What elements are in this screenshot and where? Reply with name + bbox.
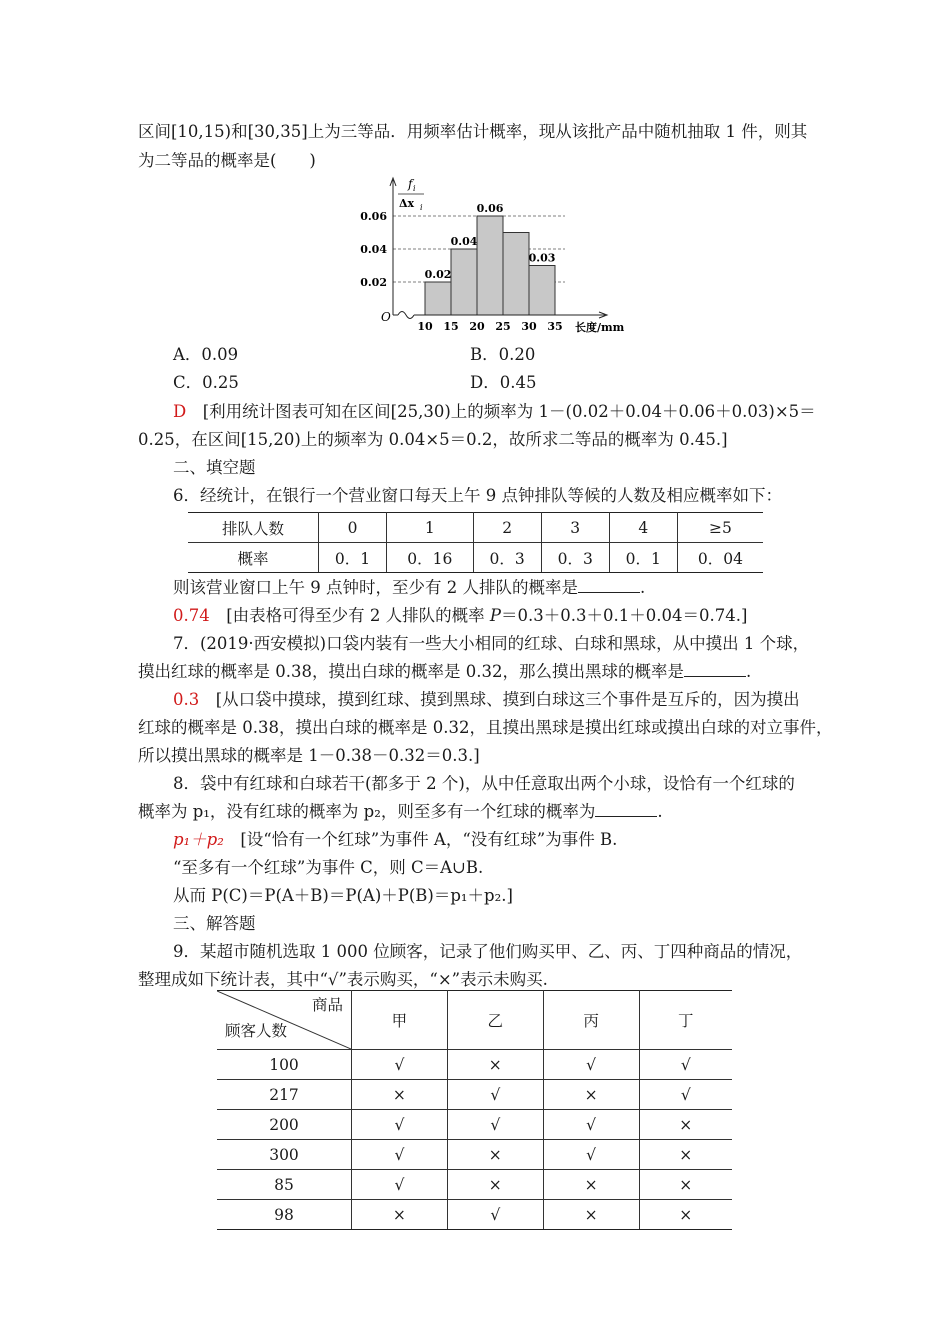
option-c: C．0.25	[173, 373, 239, 392]
y-label-numerator-sub: i	[413, 184, 416, 193]
table-header-cell: 丙	[543, 991, 639, 1050]
y-label-denominator: Δx	[399, 197, 415, 210]
table-cell: ×	[639, 1140, 732, 1170]
table-cell: 85	[217, 1170, 352, 1200]
option-b: B．0.20	[470, 345, 536, 364]
q8-solution-text-1: [设“恰有一个红球”为事件 A，“没有红球”为事件 B.	[223, 830, 618, 849]
histogram-bar	[451, 249, 477, 315]
table-cell: ×	[639, 1200, 732, 1230]
q8-solution-line-1	[173, 830, 617, 850]
table-cell: √	[447, 1080, 543, 1110]
q8-line-2-text: 概率为 p₁，没有红球的概率为 p₂，则至多有一个红球的概率为	[138, 802, 596, 821]
table-row	[217, 1080, 732, 1110]
table-cell: ×	[352, 1080, 448, 1110]
q6-question-line	[173, 578, 645, 598]
table-cell: 0	[319, 513, 387, 543]
table-header-cell: 丁	[639, 991, 732, 1050]
table-cell: √	[447, 1110, 543, 1140]
x-tick-label: 30	[521, 320, 537, 333]
table-cell: ×	[639, 1170, 732, 1200]
answer-blank	[684, 662, 746, 677]
table-cell: 0．04	[677, 543, 763, 573]
table-corner-cell	[217, 991, 352, 1050]
q7-line-1: 7．(2019·西安模拟)口袋内装有一些大小相同的红球、白球和黑球，从中摸出 1 个球，	[173, 634, 810, 653]
table-header-cell: 乙	[447, 991, 543, 1050]
table-row	[188, 543, 763, 573]
table-header-cell: 甲	[352, 991, 448, 1050]
q7-period: .	[745, 662, 752, 681]
q7-solution-line-3: 所以摸出黑球的概率是 1－0.38－0.32＝0.3.]	[138, 746, 480, 765]
histogram-bar	[477, 216, 503, 315]
table-cell: ×	[447, 1050, 543, 1080]
table-cell: √	[543, 1110, 639, 1140]
q6-solution-var: P	[489, 606, 502, 625]
table-cell: 98	[217, 1200, 352, 1230]
table-cell: √	[352, 1170, 448, 1200]
table-cell: √	[447, 1200, 543, 1230]
x-axis-label: 长度/mm	[575, 321, 625, 334]
q6-question-text: 则该营业窗口上午 9 点钟时，至少有 2 人排队的概率是	[173, 578, 578, 597]
q6-solution-post: ＝0.3＋0.3＋0.1＋0.04＝0.74.]	[501, 606, 748, 625]
q5-solution-text-1: [利用统计图表可知在区间[25,30)上的频率为 1－(0.02＋0.04＋0.06＋0.03)×5＝	[186, 402, 816, 421]
q8-answer: p₁＋p₂	[173, 830, 224, 849]
table-cell: 排队人数	[188, 513, 319, 543]
q8-line-1: 8．袋中有红球和白球若干(都多于 2 个)，从中任意取出两个小球，设恰有一个红球的	[173, 774, 795, 793]
table-cell: 0．3	[473, 543, 541, 573]
table-cell: ×	[447, 1140, 543, 1170]
table-cell: √	[639, 1080, 732, 1110]
histogram-bar	[503, 233, 529, 316]
intro-line-1: 区间[10,15)和[30,35]上为三等品．用频率估计概率，现从该批产品中随机抽取 1 件，则其	[138, 122, 808, 141]
table-cell: 0．1	[609, 543, 677, 573]
table-cell: 0．1	[319, 543, 387, 573]
q9-line-2: 整理成如下统计表，其中“√”表示购买，“×”表示未购买.	[138, 970, 548, 989]
x-tick-label: 35	[547, 320, 563, 333]
histogram-bar	[529, 266, 555, 316]
y-label-numerator: f	[408, 177, 413, 191]
table-row	[217, 1170, 732, 1200]
table-cell: √	[352, 1110, 448, 1140]
q7-line-2	[138, 662, 751, 682]
table-row	[188, 513, 763, 543]
table-cell: ×	[543, 1200, 639, 1230]
table-header-row	[217, 991, 732, 1050]
x-tick-label: 25	[495, 320, 511, 333]
q8-line-2	[138, 802, 663, 822]
table-cell: ×	[639, 1110, 732, 1140]
answer-blank	[595, 802, 657, 817]
table-cell: ×	[352, 1200, 448, 1230]
q5-answer: D	[173, 402, 187, 421]
queue-probability-table	[188, 512, 763, 573]
table-row	[217, 1050, 732, 1080]
table-cell: √	[543, 1140, 639, 1170]
table-cell: 4	[609, 513, 677, 543]
table-row	[217, 1200, 732, 1230]
q6-solution	[173, 606, 747, 626]
q9-line-1: 9．某超市随机选取 1 000 位顾客，记录了他们购买甲、乙、丙、丁四种商品的情况，	[173, 942, 803, 961]
q7-solution-line-2: 红球的概率是 0.38，摸出白球的概率是 0.32，且摸出黑球是摸出红球或摸出白球的对立事件，	[138, 718, 833, 737]
y-tick-label: 0.02	[360, 276, 387, 289]
table-cell: 2	[473, 513, 541, 543]
q6-period: .	[639, 578, 646, 597]
table-cell: 300	[217, 1140, 352, 1170]
q6-answer: 0.74	[173, 606, 210, 625]
bar-value-label: 0.04	[450, 235, 478, 248]
table-cell: √	[352, 1050, 448, 1080]
table-row	[217, 1110, 732, 1140]
q7-solution-text-1: [从口袋中摸球，摸到红球、摸到黑球、摸到白球这三个事件是互斥的，因为摸出	[199, 690, 800, 709]
origin-label: O	[381, 310, 391, 324]
bar-value-label: 0.06	[476, 202, 504, 215]
q5-solution-line-2: 0.25，在区间[15,20)上的频率为 0.04×5＝0.2，故所求二等品的概率为 0.45.]	[138, 430, 728, 449]
section-answer-heading: 三、解答题	[173, 914, 256, 933]
y-tick-label: 0.06	[360, 210, 387, 223]
answer-blank	[578, 578, 640, 593]
frequency-histogram	[360, 172, 630, 340]
bar-value-label: 0.03	[528, 251, 556, 265]
table-cell: 1	[387, 513, 474, 543]
table-row	[217, 1140, 732, 1170]
table-cell: 217	[217, 1080, 352, 1110]
table-cell: ×	[543, 1080, 639, 1110]
section-fill-in-heading: 二、填空题	[173, 458, 256, 477]
shopping-statistics-table	[217, 990, 732, 1230]
table-cell: √	[543, 1050, 639, 1080]
table-cell: 0．3	[541, 543, 609, 573]
q8-solution-line-2: “至多有一个红球”为事件 C，则 C＝A∪B.	[173, 858, 484, 877]
x-tick-label: 15	[443, 320, 459, 333]
table-cell: 200	[217, 1110, 352, 1140]
q7-line-2-text: 摸出红球的概率是 0.38，摸出白球的概率是 0.32，那么摸出黑球的概率是	[138, 662, 684, 681]
bar-value-label: 0.02	[424, 268, 452, 281]
table-cell: ×	[447, 1170, 543, 1200]
table-cell: √	[639, 1050, 732, 1080]
table-cell: 0．16	[387, 543, 474, 573]
y-tick-label: 0.04	[360, 243, 387, 256]
option-a: A．0.09	[173, 345, 239, 364]
axis-break	[398, 312, 414, 319]
q7-solution-line-1	[173, 690, 800, 710]
option-d: D．0.45	[470, 373, 537, 392]
histogram-bar	[425, 282, 451, 315]
q8-solution-line-3: 从而 P(C)＝P(A＋B)＝P(A)＋P(B)＝p₁＋p₂.]	[173, 886, 513, 905]
q5-solution-line-1	[173, 402, 816, 422]
table-cell: 概率	[188, 543, 319, 573]
y-label-denominator-sub: i	[420, 203, 423, 212]
intro-line-2: 为二等品的概率是( )	[138, 151, 316, 170]
q8-period: .	[657, 802, 663, 821]
x-tick-label: 20	[469, 320, 485, 333]
corner-top-label: 商品	[311, 996, 343, 1014]
q7-answer: 0.3	[173, 690, 200, 709]
table-cell: ×	[543, 1170, 639, 1200]
table-cell: 3	[541, 513, 609, 543]
table-cell: ≥5	[677, 513, 763, 543]
table-cell: 100	[217, 1050, 352, 1080]
table-cell: √	[352, 1140, 448, 1170]
corner-bottom-label: 顾客人数	[225, 1022, 288, 1040]
q6-stem: 6．经统计，在银行一个营业窗口每天上午 9 点钟排队等候的人数及相应概率如下：	[173, 486, 782, 505]
q6-solution-pre: [由表格可得至少有 2 人排队的概率	[209, 606, 490, 625]
x-tick-label: 10	[417, 320, 433, 333]
